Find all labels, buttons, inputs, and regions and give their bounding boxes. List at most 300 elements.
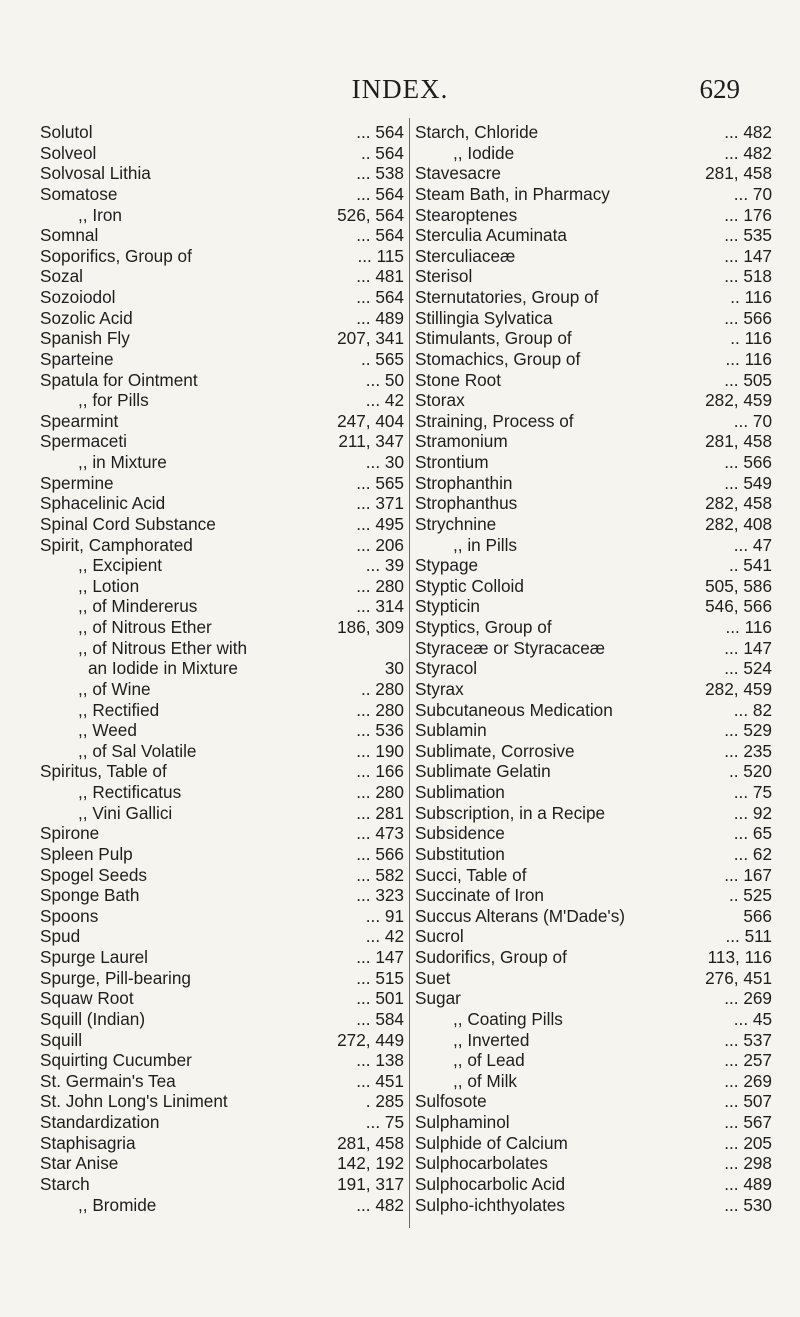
entry-term: Sublimate, Corrosive	[415, 740, 575, 761]
entry-pages: ... 298	[724, 1153, 772, 1174]
entry-term: ,, Lotion	[78, 575, 140, 596]
entry-pages: ... 115	[357, 245, 404, 266]
entry-pages: ... 566	[356, 843, 404, 864]
entry-pages: .. 280	[360, 678, 404, 699]
index-entry	[40, 926, 404, 947]
entry-pages: ... 45	[733, 1008, 772, 1029]
entry-term: Stomachics, Group of	[415, 348, 581, 369]
entry-pages: ... 70	[733, 183, 772, 204]
index-entry	[40, 493, 404, 514]
entry-pages: ... 147	[724, 637, 772, 658]
page-header	[0, 74, 800, 110]
index-entry	[415, 596, 772, 617]
entry-term: Sublimate Gelatin	[415, 761, 551, 782]
entry-term: Styrax	[415, 678, 464, 699]
entry-term: Squill	[40, 1029, 83, 1050]
entry-pages: ... 39	[365, 555, 404, 576]
entry-term: Subscription, in a Recipe	[415, 802, 606, 823]
index-entry	[415, 638, 772, 659]
entry-pages: ... 205	[724, 1132, 772, 1153]
entry-pages: ... 566	[724, 452, 772, 472]
entry-term: Strophanthin	[415, 472, 513, 493]
index-entry	[40, 1195, 404, 1216]
index-entry	[415, 493, 772, 514]
entry-pages: 281, 458	[705, 431, 772, 452]
index-entry	[415, 968, 772, 989]
entry-pages: ... 62	[733, 843, 772, 864]
index-entry	[415, 844, 772, 865]
entry-pages: 247, 404	[337, 410, 404, 431]
entry-term: ,, Excipient	[78, 555, 163, 576]
entry-pages: ... 537	[724, 1029, 772, 1050]
index-entry	[415, 1112, 772, 1133]
index-entry	[415, 988, 772, 1009]
index-entry	[415, 328, 772, 349]
entry-pages: ... 280	[356, 699, 404, 720]
entry-pages: 272, 449	[337, 1029, 404, 1050]
index-entry	[40, 370, 404, 391]
index-entry	[415, 163, 772, 184]
entry-pages: ... 50	[365, 369, 404, 390]
index-entry	[40, 658, 404, 679]
entry-term: Stypticin	[415, 596, 480, 617]
index-entry	[40, 431, 404, 452]
entry-term: ,, Coating Pills	[453, 1008, 563, 1029]
entry-term: Sudorifics, Group of	[415, 947, 567, 967]
entry-term: Succinate of Iron	[415, 885, 544, 906]
index-entry	[415, 576, 772, 597]
entry-term: Sublimation	[415, 782, 505, 802]
index-entry	[40, 287, 404, 308]
index-entry	[415, 906, 772, 927]
entry-pages: ... 42	[365, 926, 404, 947]
index-entry	[40, 761, 404, 782]
index-entry	[415, 452, 772, 473]
entry-term: Stimulants, Group of	[415, 328, 572, 349]
entry-term: Staphisagria	[40, 1132, 136, 1153]
entry-term: Squill (Indian)	[40, 1008, 146, 1029]
entry-pages: ... 489	[356, 307, 404, 328]
index-entry	[40, 906, 404, 927]
entry-term: ,, of Nitrous Ether with	[78, 637, 248, 658]
index-entry	[415, 266, 772, 287]
index-entry	[40, 596, 404, 617]
entry-term: ,, of Nitrous Ether	[78, 617, 212, 637]
entry-pages: ... 518	[724, 266, 772, 287]
index-entry	[415, 349, 772, 370]
entry-term: Steam Bath, in Pharmacy	[415, 183, 610, 204]
entry-pages: ... 549	[724, 472, 772, 493]
index-entry	[415, 865, 772, 886]
entry-pages: ... 91	[365, 905, 404, 926]
entry-term: St. John Long's Liniment	[40, 1091, 228, 1112]
index-entry	[415, 205, 772, 226]
entry-pages: ... 529	[724, 720, 772, 741]
index-entry	[415, 287, 772, 308]
index-entry	[40, 163, 404, 184]
index-entry	[415, 1030, 772, 1051]
index-entry	[40, 947, 404, 968]
entry-term: Solutol	[40, 122, 93, 142]
entry-term: Spinal Cord Substance	[40, 513, 216, 534]
entry-pages: 281, 458	[705, 163, 772, 184]
entry-term: Stone Root	[415, 369, 501, 390]
entry-term: ,, in Mixture	[78, 452, 167, 472]
index-entry	[40, 1112, 404, 1133]
entry-pages: ... 564	[356, 122, 404, 142]
entry-term: ,, Vini Gallici	[78, 802, 173, 823]
entry-pages: 191, 317	[337, 1173, 404, 1194]
entry-term: Sugar	[415, 988, 461, 1009]
index-entry	[40, 638, 404, 659]
index-entry	[40, 720, 404, 741]
index-entry	[40, 1009, 404, 1030]
entry-pages: ... 314	[356, 596, 404, 617]
entry-term: Spirone	[40, 823, 100, 844]
index-entry	[40, 865, 404, 886]
entry-pages: ... 482	[724, 122, 772, 142]
page-title: INDEX.	[351, 74, 449, 104]
index-entry	[40, 1071, 404, 1092]
entry-pages: ... 451	[356, 1070, 404, 1091]
entry-term: Spoons	[40, 905, 99, 926]
entry-term: Spermine	[40, 472, 114, 493]
entry-pages: 276, 451	[705, 967, 772, 988]
index-entry	[415, 679, 772, 700]
index-entry	[415, 390, 772, 411]
entry-pages: ... 116	[725, 348, 772, 369]
entry-term: ,, Inverted	[453, 1029, 530, 1050]
entry-pages: 30	[384, 658, 404, 679]
entry-term: Squaw Root	[40, 988, 134, 1009]
entry-term: ,, in Pills	[453, 534, 517, 555]
index-entry	[40, 1030, 404, 1051]
index-entry	[415, 535, 772, 556]
index-entry	[415, 370, 772, 391]
entry-pages: ... 257	[724, 1050, 772, 1071]
entry-pages: 282, 458	[705, 493, 772, 514]
entry-pages: 282, 459	[705, 678, 772, 699]
index-entry	[415, 1195, 772, 1216]
index-entry	[415, 411, 772, 432]
index-entry	[415, 225, 772, 246]
entry-pages: ... 566	[724, 307, 772, 328]
index-entry	[40, 452, 404, 473]
entry-term: Spud	[40, 926, 81, 947]
entry-term: Sulphide of Calcium	[415, 1132, 568, 1153]
entry-term: Sponge Bath	[40, 885, 140, 906]
entry-term: ,, Rectified	[78, 699, 160, 720]
entry-pages: ... 501	[356, 988, 404, 1009]
entry-pages: ... 473	[356, 823, 404, 844]
entry-pages: ... 92	[733, 802, 772, 823]
entry-term: ,, Iodide	[453, 142, 515, 163]
entry-pages: 113, 116	[707, 947, 772, 967]
entry-pages: ... 167	[724, 864, 772, 885]
entry-term: Solvosal Lithia	[40, 163, 151, 184]
index-entry	[415, 1133, 772, 1154]
entry-term: Storax	[415, 390, 465, 411]
entry-term: an Iodide in Mixture	[88, 658, 238, 679]
entry-pages: 211, 347	[338, 431, 404, 452]
index-entry	[40, 679, 404, 700]
index-entry	[40, 349, 404, 370]
index-entry	[415, 761, 772, 782]
entry-term: Sulfosote	[415, 1091, 487, 1112]
index-entry	[40, 205, 404, 226]
entry-pages: 505, 586	[705, 575, 772, 596]
entry-term: Spanish Fly	[40, 328, 130, 349]
entry-pages: ... 235	[724, 740, 772, 761]
entry-term: Sulphocarbolates	[415, 1153, 548, 1174]
entry-pages: ... 538	[356, 163, 404, 184]
index-entry	[415, 823, 772, 844]
index-entry	[415, 617, 772, 638]
index-entry	[40, 617, 404, 638]
entry-term: ,, Weed	[78, 720, 137, 741]
index-entry	[40, 535, 404, 556]
index-entry	[40, 988, 404, 1009]
entry-pages: ... 565	[356, 472, 404, 493]
entry-term: ,, of Wine	[78, 678, 151, 699]
entry-term: Sozolic Acid	[40, 307, 133, 328]
entry-term: Strychnine	[415, 513, 497, 534]
entry-pages: .. 565	[360, 348, 404, 369]
entry-term: Succi, Table of	[415, 864, 527, 885]
entry-pages: ... 280	[356, 575, 404, 596]
entry-pages: .. 116	[730, 287, 772, 307]
entry-term: Sozoiodol	[40, 287, 116, 307]
entry-pages: ... 42	[365, 390, 404, 411]
entry-term: Somatose	[40, 183, 118, 204]
entry-term: Spearmint	[40, 410, 119, 431]
entry-term: Strontium	[415, 452, 489, 472]
entry-term: Styracol	[415, 658, 478, 679]
entry-term: Subcutaneous Medication	[415, 699, 613, 720]
entry-pages: ... 65	[733, 823, 772, 844]
entry-pages: 207, 341	[337, 328, 404, 349]
entry-term: Sulphocarbolic Acid	[415, 1173, 566, 1194]
entry-pages: ... 489	[724, 1173, 772, 1194]
entry-pages: ... 147	[356, 947, 404, 967]
entry-pages: ... 70	[733, 410, 772, 431]
index-entry	[415, 514, 772, 535]
entry-term: ,, Rectificatus	[78, 782, 182, 802]
index-entry	[415, 555, 772, 576]
entry-term: Squirting Cucumber	[40, 1050, 192, 1071]
index-entry	[415, 1174, 772, 1195]
index-entry	[40, 968, 404, 989]
entry-pages: ... 206	[356, 534, 404, 555]
entry-term: Stypage	[415, 555, 479, 576]
entry-term: Sulphaminol	[415, 1112, 510, 1132]
index-entry	[40, 246, 404, 267]
entry-pages: 281, 458	[337, 1132, 404, 1153]
entry-term: Stramonium	[415, 431, 508, 452]
index-entry	[40, 1091, 404, 1112]
index-entry	[40, 390, 404, 411]
index-entry	[40, 700, 404, 721]
entry-term: Star Anise	[40, 1153, 119, 1174]
entry-term: Stavesacre	[415, 163, 501, 184]
entry-term: ,, of Milk	[453, 1070, 517, 1091]
entry-pages: ... 75	[365, 1112, 404, 1132]
index-entry	[415, 1091, 772, 1112]
entry-pages: ... 536	[356, 720, 404, 741]
entry-term: Spirit, Camphorated	[40, 534, 193, 555]
entry-pages: ... 190	[356, 740, 404, 761]
entry-pages: . 285	[365, 1091, 404, 1112]
entry-term: St. Germain's Tea	[40, 1070, 176, 1091]
entry-term: Sublamin	[415, 720, 487, 741]
entry-pages: ... 280	[356, 782, 404, 802]
entry-pages: ... 567	[724, 1112, 772, 1132]
entry-pages: ... 147	[724, 245, 772, 266]
entry-term: Spurge Laurel	[40, 947, 148, 967]
entry-term: ,, of Mindererus	[78, 596, 198, 617]
index-entry	[40, 143, 404, 164]
index-entry	[415, 700, 772, 721]
index-entry	[415, 184, 772, 205]
index-entry	[415, 720, 772, 741]
index-entry	[40, 555, 404, 576]
entry-pages: ... 482	[724, 142, 772, 163]
index-entry	[40, 576, 404, 597]
index-entry	[415, 431, 772, 452]
entry-pages: 546, 566	[705, 596, 772, 617]
entry-pages: ... 507	[724, 1091, 772, 1112]
entry-pages: 566	[743, 905, 772, 926]
index-entry	[40, 266, 404, 287]
index-entry	[40, 741, 404, 762]
index-entry	[415, 926, 772, 947]
entry-pages: ... 138	[356, 1050, 404, 1071]
index-entry	[40, 473, 404, 494]
index-entry	[40, 1153, 404, 1174]
index-entry	[40, 1174, 404, 1195]
index-entry	[40, 225, 404, 246]
entry-pages: ... 564	[356, 183, 404, 204]
entry-term: ,, Bromide	[78, 1194, 157, 1215]
index-column-right	[415, 122, 772, 1215]
entry-term: Sucrol	[415, 926, 464, 947]
entry-term: Succus Alterans (M'Dade's)	[415, 905, 626, 926]
index-entry	[415, 308, 772, 329]
entry-term: Sternutatories, Group of	[415, 287, 599, 307]
column-divider	[409, 118, 410, 1228]
entry-pages: 282, 408	[705, 513, 772, 534]
index-entry	[40, 411, 404, 432]
entry-pages: ... 524	[724, 658, 772, 679]
entry-term: Sterisol	[415, 266, 473, 287]
entry-pages: ... 75	[733, 782, 772, 802]
index-entry	[40, 844, 404, 865]
entry-pages: 282, 459	[705, 390, 772, 411]
index-entry	[415, 1071, 772, 1092]
index-entry	[40, 823, 404, 844]
entry-pages: ... 166	[356, 761, 404, 782]
entry-term: Sparteine	[40, 348, 114, 369]
entry-term: Strophanthus	[415, 493, 518, 514]
index-entry	[40, 308, 404, 329]
index-entry	[40, 328, 404, 349]
index-entry	[415, 885, 772, 906]
entry-pages: 186, 309	[337, 617, 404, 637]
index-entry	[415, 246, 772, 267]
entry-term: ,, of Lead	[453, 1050, 525, 1071]
entry-pages: ... 116	[725, 617, 772, 637]
entry-term: Stearoptenes	[415, 204, 518, 225]
entry-term: Substitution	[415, 843, 505, 864]
index-entry	[415, 782, 772, 803]
entry-term: Starch, Chloride	[415, 122, 539, 142]
entry-term: Solveol	[40, 142, 97, 163]
entry-term: Sterculiaceæ	[415, 245, 516, 266]
entry-term: Spatula for Ointment	[40, 369, 198, 390]
index-entry	[415, 1009, 772, 1030]
entry-term: Standardization	[40, 1112, 160, 1132]
entry-term: Soporifics, Group of	[40, 245, 192, 266]
entry-term: Spiritus, Table of	[40, 761, 167, 782]
entry-pages: ... 481	[356, 266, 404, 287]
entry-pages: .. 564	[360, 142, 404, 163]
entry-pages: ... 269	[724, 988, 772, 1009]
entry-pages: .. 525	[728, 885, 772, 906]
entry-term: Subsidence	[415, 823, 505, 844]
index-entry	[40, 782, 404, 803]
entry-term: ,, Iron	[78, 204, 122, 225]
entry-pages: ... 176	[724, 204, 772, 225]
entry-term: Sterculia Acuminata	[415, 225, 567, 246]
entry-pages: ... 371	[356, 493, 404, 514]
entry-pages: ... 495	[356, 513, 404, 534]
index-entry	[40, 803, 404, 824]
index-column-left	[40, 122, 404, 1215]
entry-pages: ... 82	[733, 699, 772, 720]
entry-term: Styptic Colloid	[415, 575, 524, 596]
entry-term: Sozal	[40, 266, 83, 287]
entry-pages: ... 323	[356, 885, 404, 906]
entry-pages: ... 281	[356, 802, 404, 823]
index-entry	[40, 514, 404, 535]
entry-term: Spleen Pulp	[40, 843, 133, 864]
entry-pages: ... 584	[356, 1008, 404, 1029]
entry-term: Spermaceti	[40, 431, 127, 452]
index-entry	[415, 947, 772, 968]
entry-term: ,, for Pills	[78, 390, 149, 411]
entry-term: Starch	[40, 1173, 90, 1194]
index-entry	[415, 1050, 772, 1071]
entry-term: Straining, Process of	[415, 410, 574, 431]
index-entry	[40, 1050, 404, 1071]
entry-pages: ... 47	[733, 534, 772, 555]
entry-pages: ... 515	[356, 967, 404, 988]
entry-pages: ... 511	[725, 926, 772, 947]
index-entry	[415, 143, 772, 164]
entry-pages: ... 582	[356, 864, 404, 885]
entry-term: Spurge, Pill-bearing	[40, 967, 191, 988]
entry-pages: ... 530	[724, 1194, 772, 1215]
entry-pages: ... 269	[724, 1070, 772, 1091]
index-entry	[40, 184, 404, 205]
entry-pages: .. 520	[728, 761, 772, 782]
entry-pages: ... 482	[356, 1194, 404, 1215]
index-entry	[415, 741, 772, 762]
entry-pages: ... 535	[724, 225, 772, 246]
entry-term: Sulpho-ichthyolates	[415, 1194, 566, 1215]
index-entry	[415, 658, 772, 679]
entry-term: Styptics, Group of	[415, 617, 552, 637]
